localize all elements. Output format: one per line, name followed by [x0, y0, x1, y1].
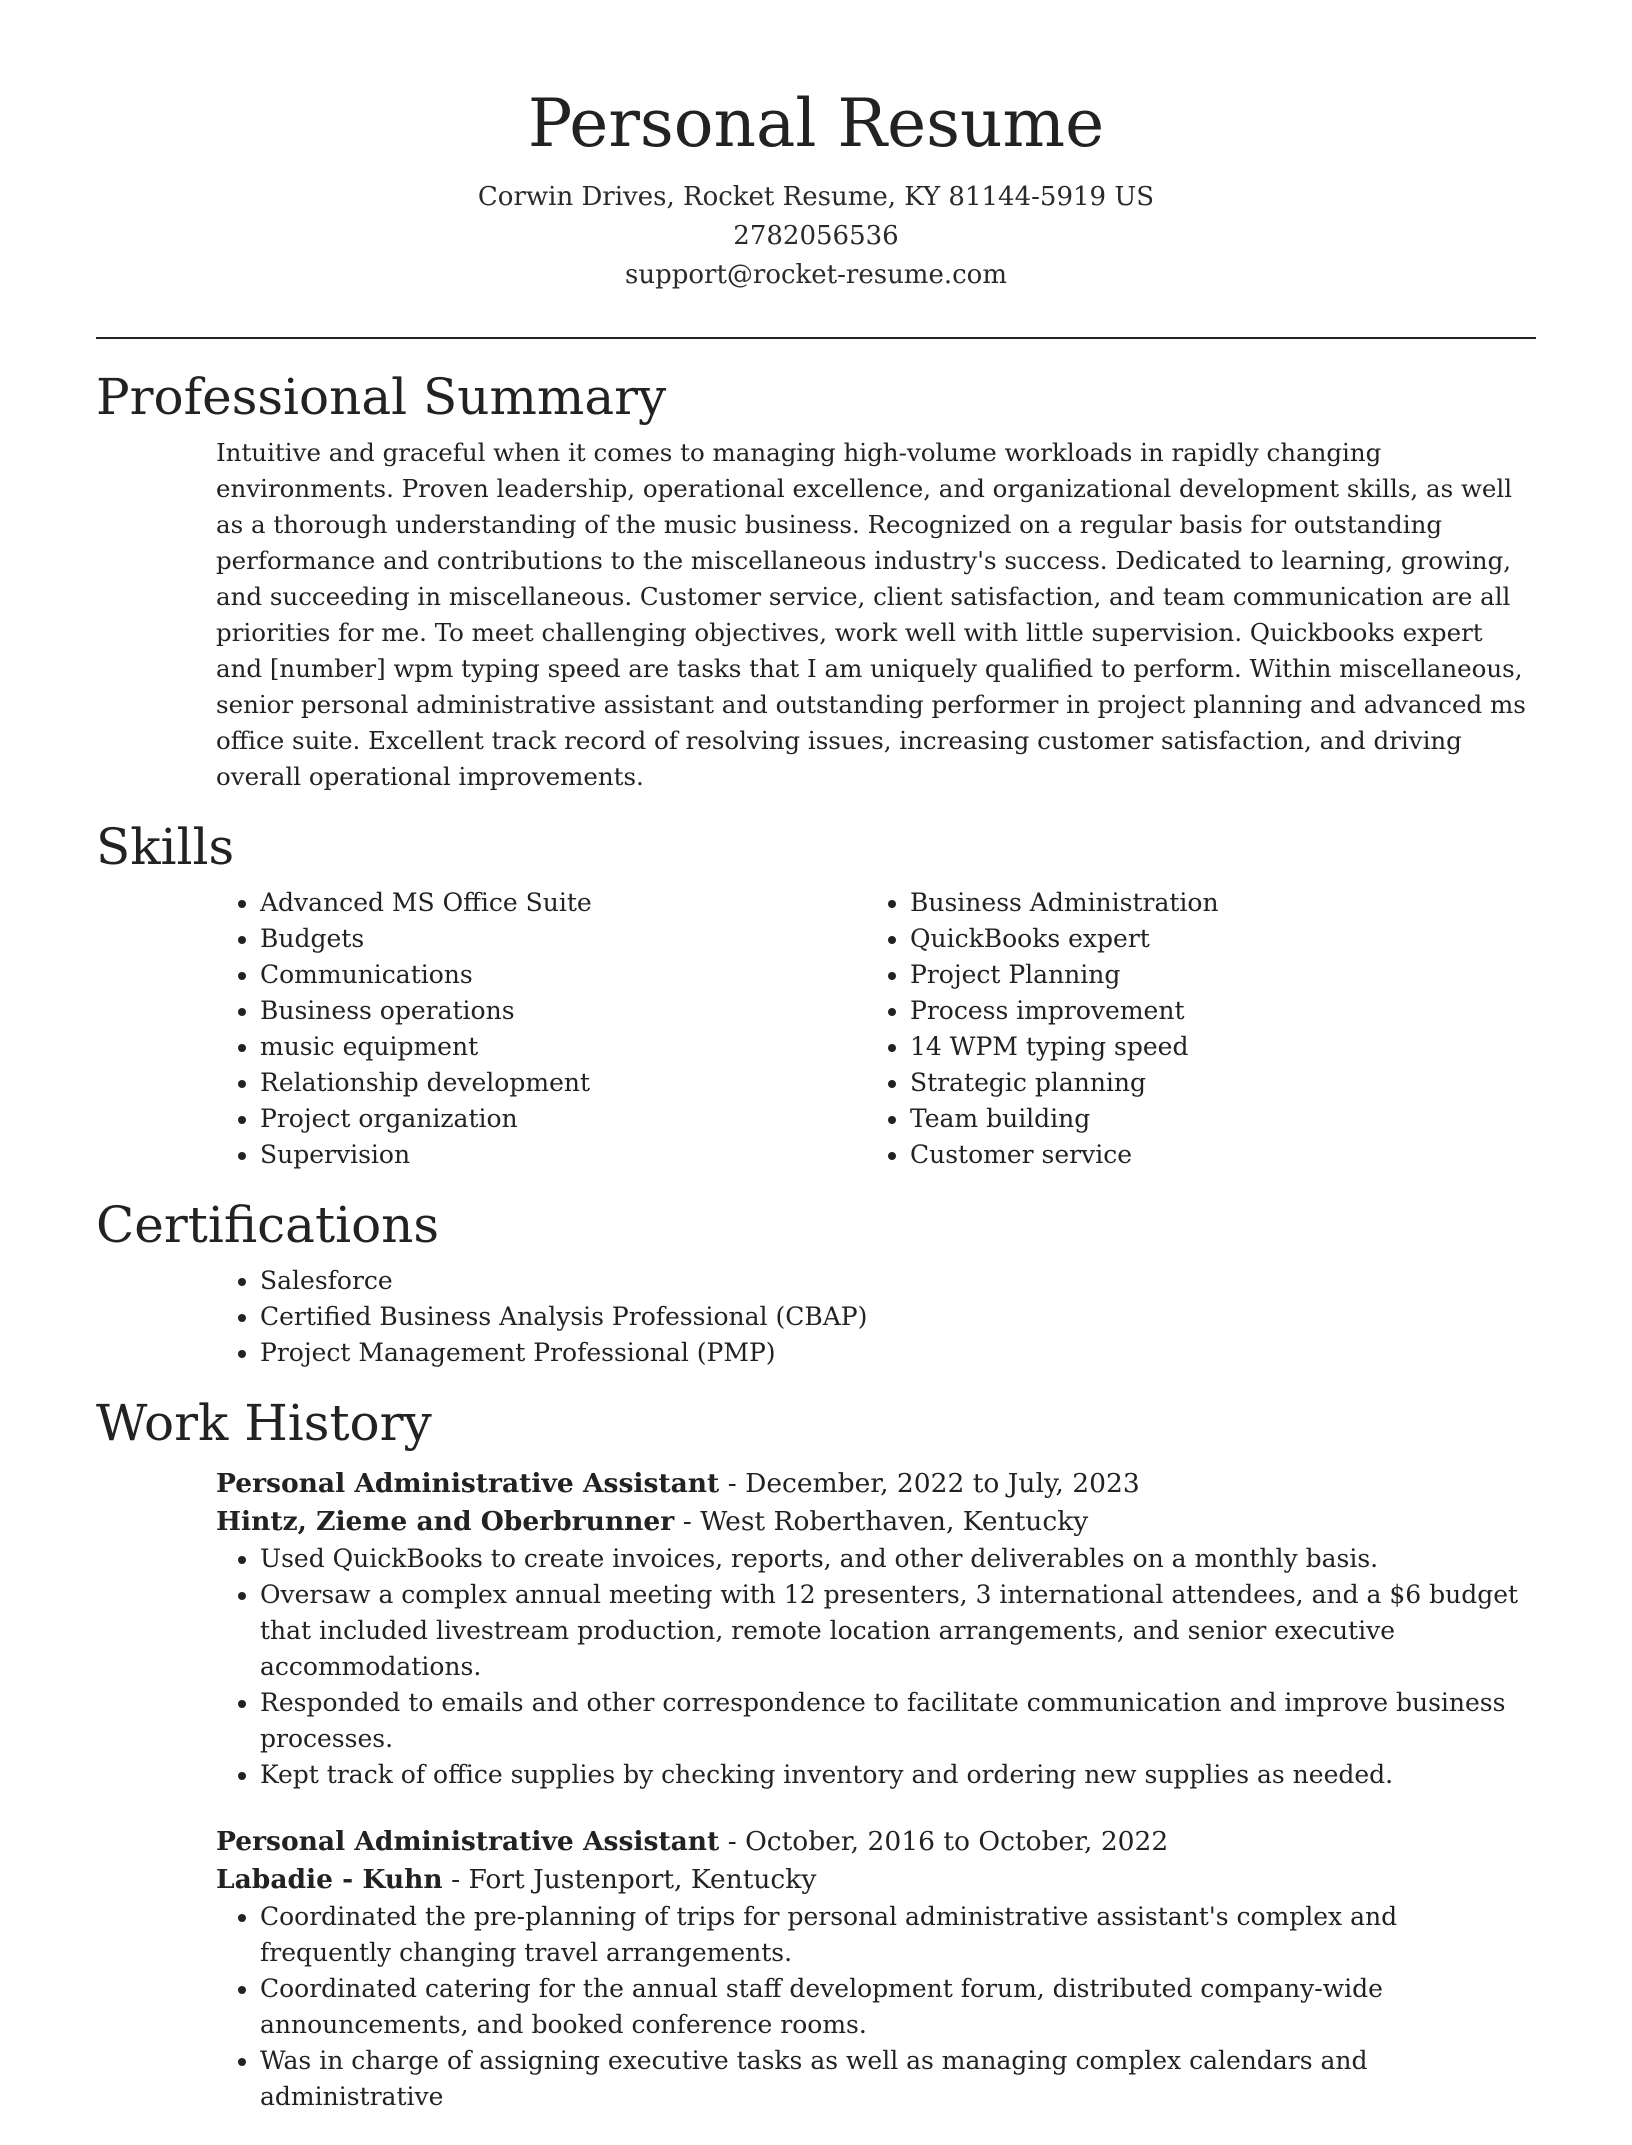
skill-item: • Business operations: [260, 993, 866, 1029]
skills-section: [96, 817, 1536, 1173]
skill-item: • Customer service: [910, 1137, 1516, 1173]
skills-grid: [216, 885, 1536, 1173]
skills-list-left: [216, 885, 866, 1173]
skill-item: • Strategic planning: [910, 1065, 1516, 1101]
job-bullet: • Oversaw a complex annual meeting with 12 presenters, 3 international attendees, and a $6 budget that included livestream production, remote location arrangements, and senior executive accommodations.: [260, 1577, 1536, 1685]
work-history-heading: Work History: [96, 1394, 432, 1452]
skill-item: • Advanced MS Office Suite: [260, 885, 866, 921]
job-bullet: • Coordinated catering for the annual staff development forum, distributed company-wide announcements, and booked conference rooms.: [260, 1971, 1536, 2043]
certifications-section: [96, 1195, 1536, 1371]
skill-item: • Communications: [260, 957, 866, 993]
contact-address: Corwin Drives, Rocket Resume, KY 81144-5919 US: [477, 182, 1155, 212]
contact-phone: 2782056536: [733, 221, 899, 251]
resume-header: [96, 0, 1536, 295]
skill-item: • music equipment: [260, 1029, 866, 1065]
job-bullet: • Coordinated the pre-planning of trips for personal administrative assistant's complex and frequently changing travel arrangements.: [260, 1899, 1536, 1971]
skill-item: • Budgets: [260, 921, 866, 957]
job-role: Personal Administrative Assistant: [216, 1826, 720, 1857]
resume-title: Personal Resume: [527, 85, 1105, 162]
skill-item: • Business Administration: [910, 885, 1516, 921]
job-company-line: [216, 1503, 1536, 1541]
skill-item: • Process improvement: [910, 993, 1516, 1029]
job-role: Personal Administrative Assistant: [216, 1468, 720, 1499]
job-company: Labadie - Kuhn: [216, 1864, 443, 1895]
summary-text: Intuitive and graceful when it comes to managing high-volume workloads in rapidly changing environments. Proven leadership, operational excellence, and organizational development skills, as well as a thorough understanding of the music business. Recognized on a regular basis for outstanding performance and contributions to the miscellaneous industry's success. Dedicated to learning, growing, and succeeding in miscellaneous. Customer service, client satisfaction, and team communication are all priorities for me. To meet challenging objectives, work well with little supervision. Quickbooks expert and [number] wpm typing speed are tasks that I am uniquely qualified to perform. Within miscellaneous, senior personal administrative assistant and outstanding performer in project planning and advanced ms office suite. Excellent track record of resolving issues, increasing customer satisfaction, and driving overall operational improvements.: [216, 438, 1526, 791]
skills-column-left: [216, 885, 866, 1173]
certification-item: • Salesforce: [260, 1263, 1536, 1299]
job-dates: - December, 2022 to July, 2023: [719, 1468, 1140, 1499]
certifications-heading: Certifications: [96, 1196, 440, 1254]
skill-item: • Team building: [910, 1101, 1516, 1137]
job-title-line: [216, 1823, 1536, 1861]
skill-item: • QuickBooks expert: [910, 921, 1516, 957]
job-company: Hintz, Zieme and Oberbrunner: [216, 1506, 675, 1537]
job-bullet-list: [216, 1899, 1536, 2115]
work-history-section: [96, 1393, 1536, 2115]
job-dates: - October, 2016 to October, 2022: [719, 1826, 1169, 1857]
job-title-line: [216, 1465, 1536, 1503]
skills-list-right: [866, 885, 1516, 1173]
job-bullet-list: [216, 1541, 1536, 1793]
summary-heading: Professional Summary: [96, 368, 667, 426]
skill-item: • Project organization: [260, 1101, 866, 1137]
job-bullet: • Responded to emails and other correspondence to facilitate communication and improve business processes.: [260, 1685, 1536, 1757]
job-location: - West Roberthaven, Kentucky: [674, 1506, 1089, 1537]
header-divider: [96, 337, 1536, 339]
contact-email: support@rocket-resume.com: [624, 260, 1007, 290]
job-bullet: • Kept track of office supplies by checking inventory and ordering new supplies as needed.: [260, 1757, 1536, 1793]
job-entry: [216, 1465, 1536, 1793]
skill-item: • Relationship development: [260, 1065, 866, 1101]
job-entry: [216, 1823, 1536, 2115]
summary-body: [216, 435, 1536, 795]
skill-item: • Project Planning: [910, 957, 1516, 993]
job-bullet: • Was in charge of assigning executive tasks as well as managing complex calendars and administrative: [260, 2043, 1536, 2115]
job-company-line: [216, 1861, 1536, 1899]
skill-item: • Supervision: [260, 1137, 866, 1173]
job-bullet: • Used QuickBooks to create invoices, reports, and other deliverables on a monthly basis.: [260, 1541, 1536, 1577]
resume-page: [96, 0, 1536, 2145]
summary-section: [96, 367, 1536, 795]
certifications-list: [216, 1263, 1536, 1371]
certification-item: • Certified Business Analysis Professional (CBAP): [260, 1299, 1536, 1335]
skills-column-right: [866, 885, 1516, 1173]
contact-block: [96, 178, 1536, 295]
certifications-body: [216, 1263, 1536, 1371]
work-history-body: [216, 1465, 1536, 2115]
job-location: - Fort Justenport, Kentucky: [442, 1864, 817, 1895]
skills-heading: Skills: [96, 818, 235, 876]
certification-item: • Project Management Professional (PMP): [260, 1335, 1536, 1371]
skill-item: • 14 WPM typing speed: [910, 1029, 1516, 1065]
